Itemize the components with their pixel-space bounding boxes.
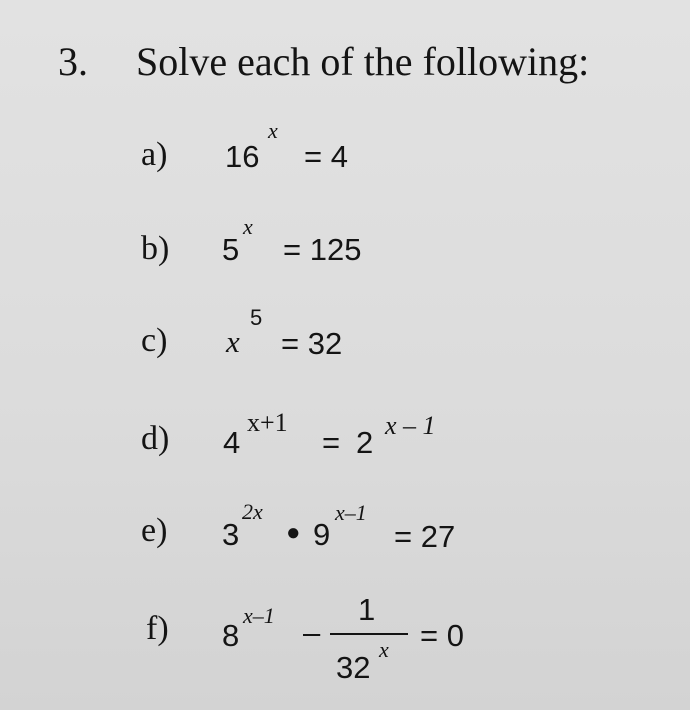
problem-d-exponent-left: x+1 [247, 408, 288, 437]
problem-b-rhs: = 125 [283, 232, 362, 267]
problem-e-exponent-left: 2x [242, 499, 263, 524]
problem-e-rhs: = 27 [394, 519, 456, 554]
problem-a-base: 16 [225, 139, 260, 174]
fraction-bar [330, 633, 408, 635]
problem-d-equals: = [322, 425, 341, 460]
problem-b-exponent: x [243, 214, 253, 239]
problem-c-exponent: 5 [250, 305, 263, 330]
problem-c-label: c) [141, 322, 168, 359]
problem-e-base-left: 3 [222, 517, 240, 552]
question-prompt: Solve each of the following: [136, 39, 590, 84]
problem-e-base-right: 9 [313, 517, 331, 552]
problem-a-label: a) [141, 136, 168, 173]
problem-d-exponent-right: x – 1 [385, 411, 436, 440]
problem-f-rhs: = 0 [420, 618, 464, 653]
problem-d-base-right: 2 [356, 425, 374, 460]
problem-d-base-left: 4 [223, 425, 241, 460]
problem-f-exponent: x–1 [243, 603, 275, 628]
problem-b-label: b) [141, 230, 170, 267]
multiplication-dot-icon: ● [286, 519, 301, 546]
fraction-denominator-base: 32 [336, 650, 371, 685]
fraction-numerator: 1 [358, 592, 376, 627]
problem-a-exponent: x [268, 118, 278, 143]
problem-c-base: x [226, 324, 240, 359]
problem-f-base: 8 [222, 618, 240, 653]
problem-c-rhs: = 32 [281, 326, 343, 361]
fraction-denominator-exponent: x [379, 637, 389, 662]
problem-f-label: f) [146, 610, 169, 647]
problem-b-base: 5 [222, 232, 240, 267]
question-number: 3. [58, 39, 88, 84]
problem-a-rhs: = 4 [304, 139, 348, 174]
problem-e-label: e) [141, 512, 168, 549]
problem-e-exponent-right: x–1 [335, 500, 367, 525]
problem-f-minus: – [303, 615, 321, 650]
problem-d-label: d) [141, 420, 170, 457]
